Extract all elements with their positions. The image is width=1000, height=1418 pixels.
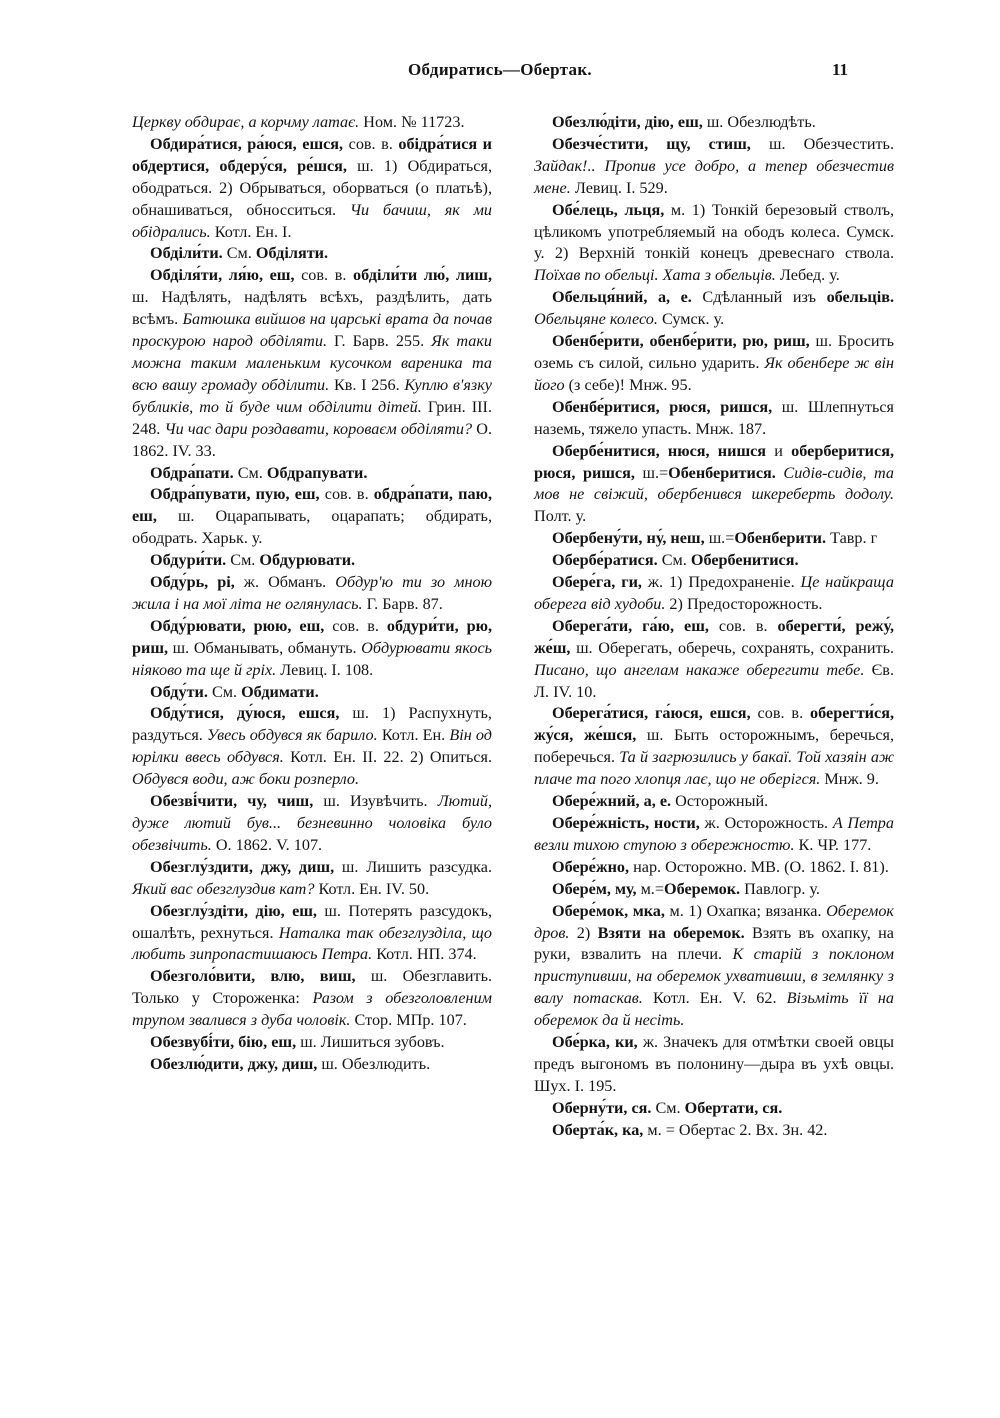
entry-oberegatysia: Оберега́тися, га́юся, ешся, сов. в. оберегти́ся, жу́ся, же́шся, ш. Быть осторожнымъ, беречься, поберечься. Та й загрюзились у бакаї. Той хазяін аж плаче та пого хлопця лає, що не оберігся. Мнж. 9.: [534, 704, 895, 789]
page-number: 11: [831, 60, 848, 79]
entry-continuation: Церкву обдирає, а корчму латає. Ном. № 11723.: [132, 113, 465, 131]
entry-obenberytysia: Обенбе́ритися, рюся, ришся, ш. Шлепнуться наземь, тяжело упасть. Мнж. 187.: [534, 397, 894, 438]
entry-obelets: Обе́лець, льця, м. 1) Тонкій березовый стволъ, цѣликомъ употребляемый на ободъ колеса. Сумск. у. 2) Верхній тонкій конецъ древеснаго ствола. Поїхав по обельці. Хата з обельців. Лебед. у.: [534, 200, 894, 285]
entry-obduty: Обду́ти. См. Обдимати.: [150, 682, 319, 701]
entry-oberem: Обере́м, му, м.=Оберемок. Павлогр. у.: [552, 879, 820, 898]
entry-obdutysia: Обду́тися, ду́юся, ешся, ш. 1) Распухнуть, раздуться. Увесь обдувся як барило. Котл. Ен. Він од юрілки ввесь обдувся. Котл. Ен. II. 22. 2) Опиться. Обдувся води, аж боки розперло.: [132, 704, 492, 789]
entry-obernuty: Оберну́ти, ся. См. Обертати, ся.: [552, 1098, 783, 1117]
entry-oberberatysia: Обербе́ратися. См. Обербенитися.: [552, 551, 799, 570]
entry-obezgluzdyty: Обезглу́здити, джу, диш, ш. Лишить разсудка. Який вас обезглуздив кат? Котл. Ен. IV. 50.: [132, 857, 492, 898]
entry-oberezhnyi: Обере́жний, а, е. Осторожный.: [552, 792, 769, 811]
entry-obdrapuvaty: Обдра́пувати, пую, еш, сов. в. обдра́пати, паю, еш, ш. Оцарапывать, оцарапать; обдирать, ободрать. Харьк. у.: [132, 485, 492, 548]
entry-obezgolovyty: Обезголо́вити, влю, виш, ш. Обезглавить. Только у Стороженка: Разом з обезголовленим трупом звалився з дуба чоловік. Стор. МПр. 107.: [132, 967, 493, 1030]
entry-oberezhnist: Обере́жність, ности, ж. Осторожность. А Петра везли тихою ступою з обережностю. К. ЧР. 177.: [534, 814, 894, 854]
entry-obdilyty: Обділи́ти. См. Обділяти.: [150, 244, 329, 263]
entry-obezvichyty: Обезві́чити, чу, чиш, ш. Изувѣчить. Лютий, дуже лютий був... безневинно чоловіка було обезвічить. О. 1862. V. 107.: [132, 792, 493, 854]
entry-obezliudity: Обезлю́діти, дію, еш, ш. Обезлюдѣть.: [552, 113, 816, 131]
entry-oberega: Обере́га, ги, ж. 1) Предохраненіе. Це найкраща оберега від худоби. 2) Предосторожность.: [534, 573, 894, 613]
entry-obduriuvaty: Обду́рювати, рюю, еш, сов. в. обдури́ти, рю, риш, ш. Обманывать, обмануть. Обдурювати якось ніяково та ще й гріх. Левиц. І. 108.: [132, 616, 492, 679]
entry-obezzubity: Обезвубі́ти, бію, еш, ш. Лишиться зубовъ.: [150, 1033, 445, 1052]
entry-obdiliaty: Обділя́ти, ля́ю, еш, сов. в. обділи́ти лю́, лиш, ш. Надѣлять, надѣлять всѣхъ, раздѣлить, дать всѣмъ. Батюшка вийшов на царські врата да почав проскурою народ обділяти. Г. Барв. 255. Як таки можна таким маленьким кусочком вареника та всю вашу громаду обділити. Кв. I 256. Куплю в'язку бубликів, то й буде чим обділити дітей. Грин. III. 248. Чи час дари роздавати, короваєм обділяти? О. 1862. IV. 33.: [132, 266, 493, 460]
entry-obdur: Обду́рь, рі, ж. Обманъ. Обдур'ю ти зо мною жила і на мої літа не оглянулась. Г. Барв. 87.: [132, 573, 492, 613]
entry-obduryty: Обдури́ти. См. Обдурювати.: [150, 551, 356, 570]
entry-obertak: Оберта́к, ка, м. = Обертас 2. Вх. Зн. 42.: [552, 1120, 828, 1139]
entry-oberbenuty: Обербену́ти, ну́, неш, ш.=Обенберити. Тавр. г: [552, 529, 878, 548]
entry-obezgluzdity: Обезглу́здіти, дію, еш, ш. Потерять разсудокъ, ошалѣть, рехнуться. Наталка так обезглузділа, що любить зипропастишаюсь Петра. Котл. НП. 374.: [132, 901, 493, 964]
entry-obezchestyty: Обезче́стити, щу, стиш, ш. Обезчестить. Зайдак!.. Пропив усе добро, а тепер обезчестив мене. Левиц. І. 529.: [534, 134, 894, 197]
entry-obezliudyty: Обезлю́дити, джу, диш, ш. Обезлюдить.: [150, 1054, 431, 1073]
page-header: [0, 58, 1000, 88]
left-column: [132, 112, 492, 1076]
running-title: Обдиратись—Обертак.: [408, 60, 592, 79]
entry-oberezhno: Обере́жно, нар. Осторожно. МВ. (О. 1862. І. 81).: [552, 857, 889, 876]
entry-obeltsianyi: Обельця́ний, а, е. Сдѣланный изъ обельців. Обельцяне колесо. Сумск. у.: [534, 288, 894, 329]
entry-obenberyty: Обенбе́рити, обенбе́рити, рю, риш, ш. Бросить оземь съ силой, сильно ударить. Як обенбере ж він його (з себе)! Мнж. 95.: [534, 332, 895, 394]
entry-oberemok: Обере́мок, мка, м. 1) Охапка; вязанка. Оберемок дров. 2) Взяти на оберемок. Взять въ охапку, на руки, взвалить на плечи. К старій з поклоном приступивши, на оберемок ухвативши, в землянку з валу потаскав. Котл. Ен. V. 62. Візьміть її на оберемок да й несіть.: [534, 901, 894, 1030]
entry-obdyratysia: Обдира́тися, ра́юся, ешся, сов. в. обідра́тися и обдертися, обдеру́ся, ре́шся, ш. 1) Обдираться, ободраться. 2) Обрываться, оборваться (о платьѣ), обнашиваться, обносситься. Чи бачиш, як ми обідрались. Котл. Ен. І.: [132, 134, 492, 241]
entry-oberka: Обе́рка, ки, ж. Значекъ для отмѣтки своей овцы предъ выгономъ въ полонину—дыра въ ухѣ овцы. Шух. І. 195.: [534, 1033, 894, 1095]
entry-oberegaty: Оберега́ти, га́ю, еш, сов. в. оберегти́, режу́, же́ш, ш. Оберегать, оберечь, сохранять, сохранить. Писано, що ангелам накаже оберегити тебе. Єв. Л. IV. 10.: [534, 616, 894, 701]
entry-obdrapaty: Обдра́пати. См. Обдрапувати.: [150, 463, 368, 482]
entry-oberbenytysia: Обербе́нитися, нюся, нишся и оберберитися, рюся, ришся, ш.=Обенберитися. Сидів-сидів, та мов не свіжий, обербенився шкереберть додолу. Полт. у.: [534, 441, 894, 526]
right-column: [534, 112, 894, 1142]
